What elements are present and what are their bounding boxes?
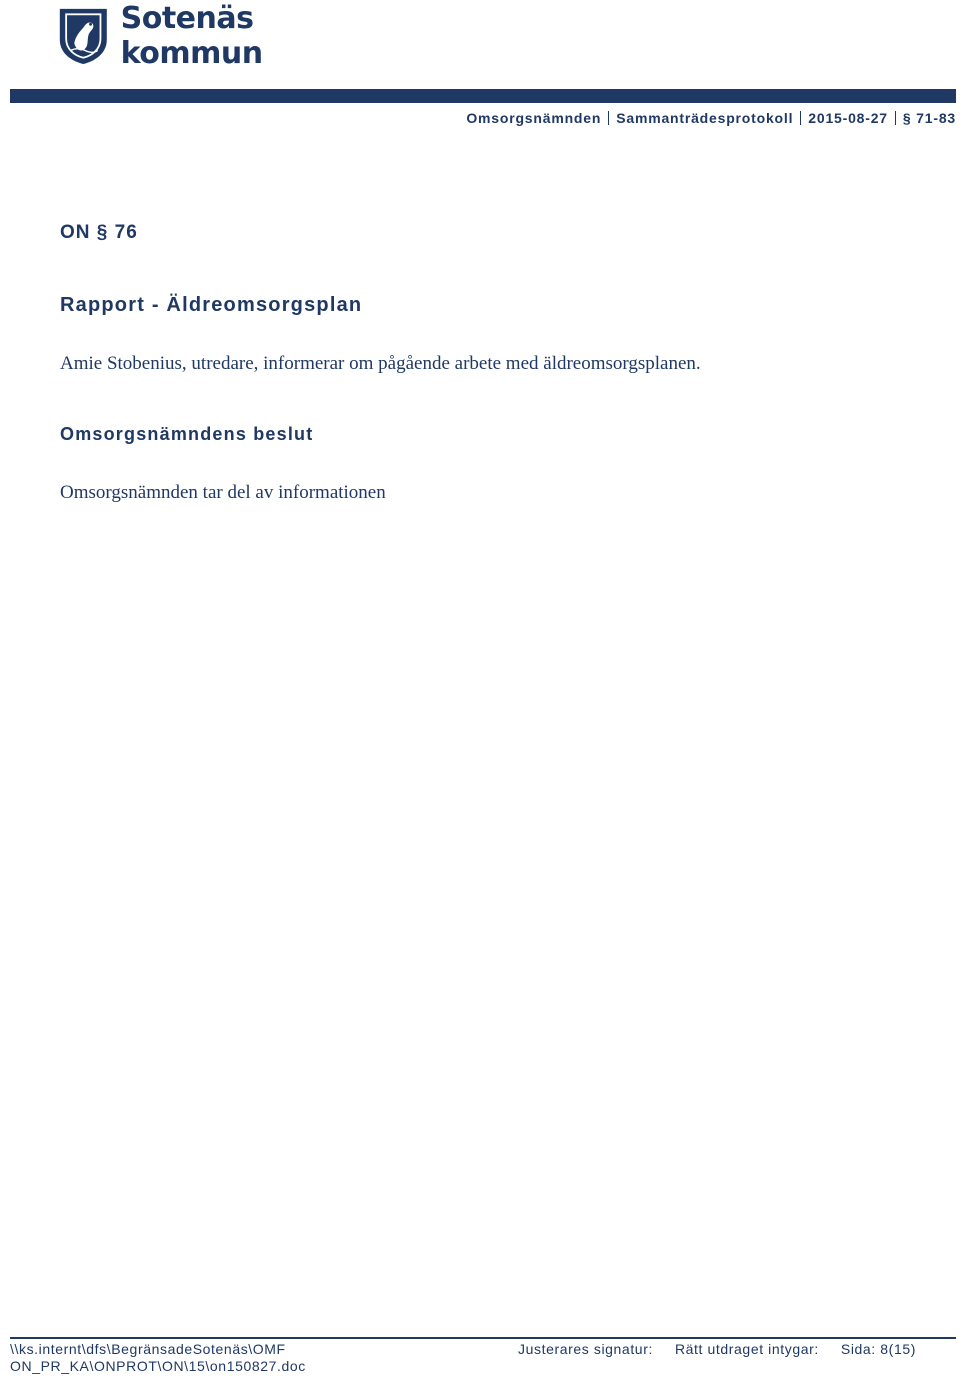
signature-label: Justerares signatur:	[518, 1341, 653, 1357]
intro-paragraph: Amie Stobenius, utredare, informerar om pågående arbete med äldreomsorgsplanen.	[60, 353, 701, 374]
committee-name: Omsorgsnämnden	[466, 110, 602, 126]
header-divider	[800, 111, 801, 125]
coat-of-arms-icon	[58, 4, 109, 68]
header-divider	[895, 111, 896, 125]
document-type: Sammanträdesprotokoll	[616, 110, 794, 126]
section-number: ON § 76	[60, 222, 138, 243]
header-divider	[608, 111, 609, 125]
header-band	[10, 89, 956, 103]
file-path-line-1: \\ks.internt\dfs\BegränsadeSotenäs\OMF	[10, 1341, 286, 1357]
logo-wordmark: Sotenäs kommun	[120, 1, 263, 71]
decision-paragraph: Omsorgsnämnden tar del av informationen	[60, 482, 386, 503]
paragraph-range: § 71-83	[902, 110, 956, 126]
footer-divider	[10, 1337, 956, 1339]
item-title: Rapport - Äldreomsorgsplan	[60, 294, 363, 316]
certified-label: Rätt utdraget intygar:	[674, 1341, 819, 1357]
file-path	[10, 1341, 306, 1375]
municipality-logo	[58, 1, 378, 71]
document-header	[466, 110, 956, 126]
meeting-date: 2015-08-27	[808, 110, 888, 126]
footer-signatures	[518, 1341, 916, 1358]
page-number: Sida: 8(15)	[840, 1341, 916, 1357]
decision-heading: Omsorgsnämndens beslut	[60, 424, 314, 444]
file-path-line-2: ON_PR_KA\ONPROT\ON\15\on150827.doc	[10, 1358, 306, 1374]
